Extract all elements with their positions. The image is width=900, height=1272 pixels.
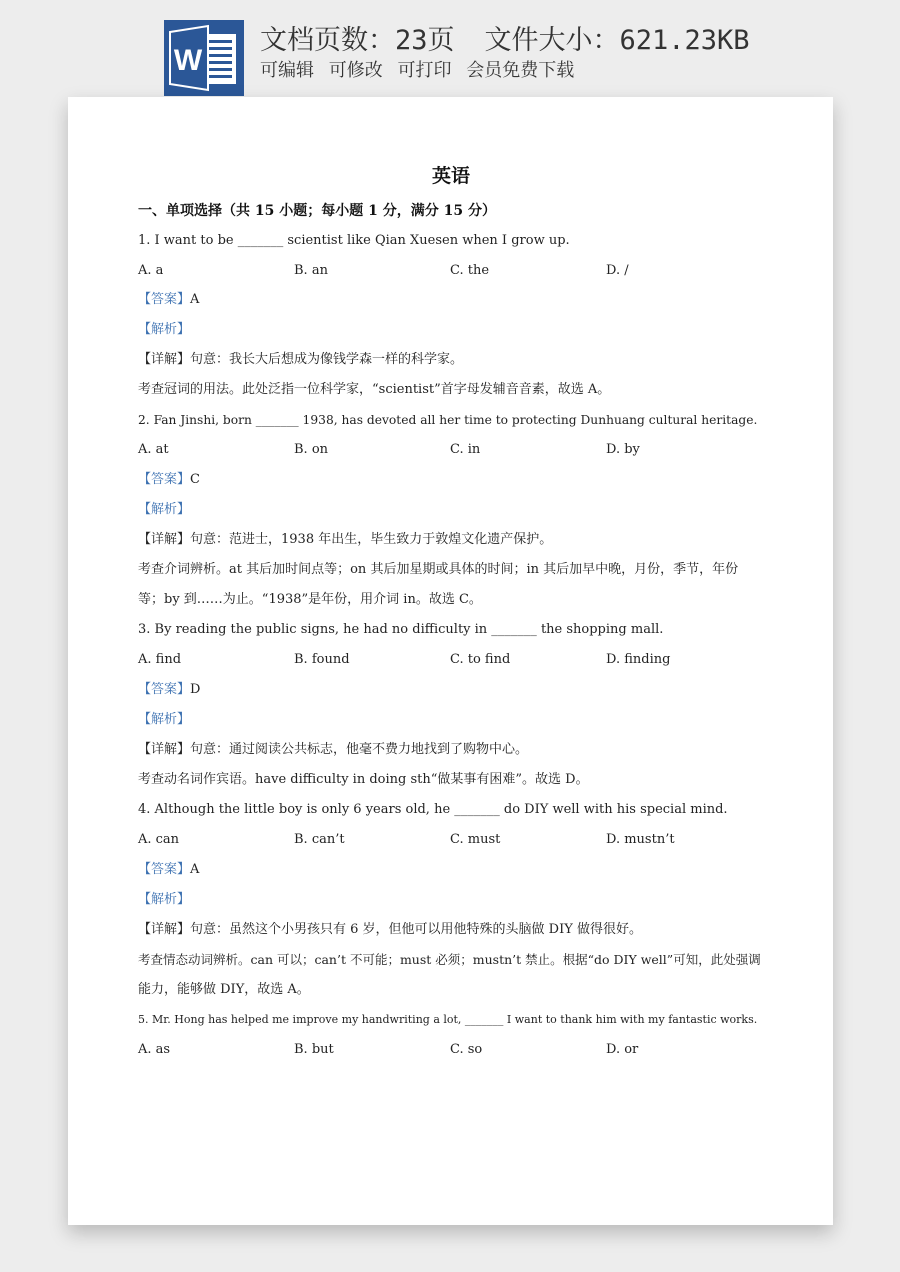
question-stem: 2. Fan Jinshi, born _______ 1938, has devoted all her time to protecting Dunhuang cultural heritage.: [138, 413, 758, 427]
explanation-line: 能力，能够做 DIY，故选 A。: [138, 982, 310, 997]
detail-text: 句意：虽然这个小男孩只有 6 岁，但他可以用他特殊的头脑做 DIY 做得很好。: [190, 922, 642, 937]
option-b: B. an: [294, 263, 328, 278]
option-b: B. but: [294, 1042, 334, 1057]
banner-title: [260, 18, 750, 57]
question-stem: 5. Mr. Hong has helped me improve my handwriting a lot, _______ I want to thank him with my fantastic works.: [138, 1013, 758, 1026]
word-icon: [164, 20, 244, 96]
detail-text: 句意：范进士，1938 年出生，毕生致力于敦煌文化遗产保护。: [190, 532, 553, 547]
feature-printable: 可打印: [397, 60, 452, 81]
detail-line: [138, 921, 642, 939]
detail-line: [138, 351, 463, 369]
feature-editable: 可编辑: [260, 60, 314, 81]
option-b: B. can’t: [294, 832, 345, 847]
option-d: D. /: [606, 263, 629, 278]
doc-title: 英语: [431, 165, 470, 187]
detail-tag: 【详解】: [138, 532, 191, 547]
word-icon-letter: W: [173, 44, 203, 77]
explanation-line: 考查动名词作宾语。have difficulty in doing sth“做某事有困难”。故选 D。: [138, 772, 589, 787]
analysis-tag: 【解析】: [138, 892, 191, 907]
banner: [0, 0, 900, 100]
answer-tag: 【答案】: [138, 682, 191, 697]
option-d: D. mustn’t: [606, 832, 675, 847]
analysis-tag: 【解析】: [138, 322, 191, 337]
feature-modifiable: 可修改: [328, 60, 383, 81]
answer-line: [138, 681, 200, 699]
analysis-line: [138, 501, 190, 519]
option-a: A. can: [138, 832, 180, 847]
detail-text: 句意：通过阅读公共标志，他毫不费力地找到了购物中心。: [190, 742, 529, 757]
answer-tag: 【答案】: [138, 292, 191, 307]
detail-text: 句意：我长大后想成为像钱学森一样的科学家。: [190, 352, 464, 367]
detail-tag: 【详解】: [138, 742, 191, 757]
detail-line: [138, 531, 552, 549]
answer-value: D: [190, 682, 201, 697]
explanation-line: 等；by 到……为止。“1938”是年份，用介词 in。故选 C。: [138, 592, 482, 607]
answer-line: [138, 471, 200, 489]
explanation-line: 考查情态动词辨析。can 可以；can’t 不可能；must 必须；mustn’t 禁止。根据“do DIY well”可知，此处强调: [138, 952, 761, 967]
section-heading: 一、单项选择（共 15 小题；每小题 1 分，满分 15 分）: [138, 203, 496, 219]
option-c: C. in: [450, 442, 481, 457]
option-c: C. the: [450, 263, 490, 278]
analysis-line: [138, 891, 190, 909]
option-c: C. to find: [450, 652, 511, 667]
feature-member-download: 会员免费下载: [466, 60, 575, 81]
analysis-tag: 【解析】: [138, 712, 191, 727]
file-size: 文件大小：621.23KB: [484, 25, 750, 56]
document-page: [68, 97, 833, 1225]
detail-tag: 【详解】: [138, 352, 191, 367]
option-d: D. by: [606, 442, 640, 457]
analysis-line: [138, 321, 190, 339]
option-b: B. on: [294, 442, 329, 457]
option-a: A. at: [138, 442, 169, 457]
detail-line: [138, 741, 528, 759]
option-a: A. find: [138, 652, 182, 667]
detail-tag: 【详解】: [138, 922, 191, 937]
page-count: 文档页数：23页: [260, 25, 455, 56]
answer-value: A: [190, 862, 200, 877]
answer-value: C: [190, 472, 200, 487]
option-b: B. found: [294, 652, 350, 667]
option-c: C. must: [450, 832, 501, 847]
question-stem: 3. By reading the public signs, he had no difficulty in _______ the shopping mall.: [138, 622, 664, 637]
option-a: A. as: [138, 1042, 171, 1057]
option-d: D. or: [606, 1042, 639, 1057]
answer-line: [138, 291, 199, 309]
answer-value: A: [190, 292, 200, 307]
analysis-line: [138, 711, 190, 729]
option-d: D. finding: [606, 652, 671, 667]
explanation-line: 考查冠词的用法。此处泛指一位科学家，“scientist”首字母发辅音音素，故选 A。: [138, 382, 611, 397]
answer-tag: 【答案】: [138, 472, 191, 487]
option-a: A. a: [138, 263, 164, 278]
banner-features: [260, 56, 583, 82]
question-stem: 1. I want to be _______ scientist like Qian Xuesen when I grow up.: [138, 233, 570, 248]
question-stem: 4. Although the little boy is only 6 years old, he _______ do DIY well with his special mind.: [138, 802, 728, 817]
option-c: C. so: [450, 1042, 483, 1057]
analysis-tag: 【解析】: [138, 502, 191, 517]
answer-tag: 【答案】: [138, 862, 191, 877]
answer-line: [138, 861, 199, 879]
explanation-line: 考查介词辨析。at 其后加时间点等；on 其后加星期或具体的时间；in 其后加早中晚，月份，季节，年份: [138, 562, 739, 577]
